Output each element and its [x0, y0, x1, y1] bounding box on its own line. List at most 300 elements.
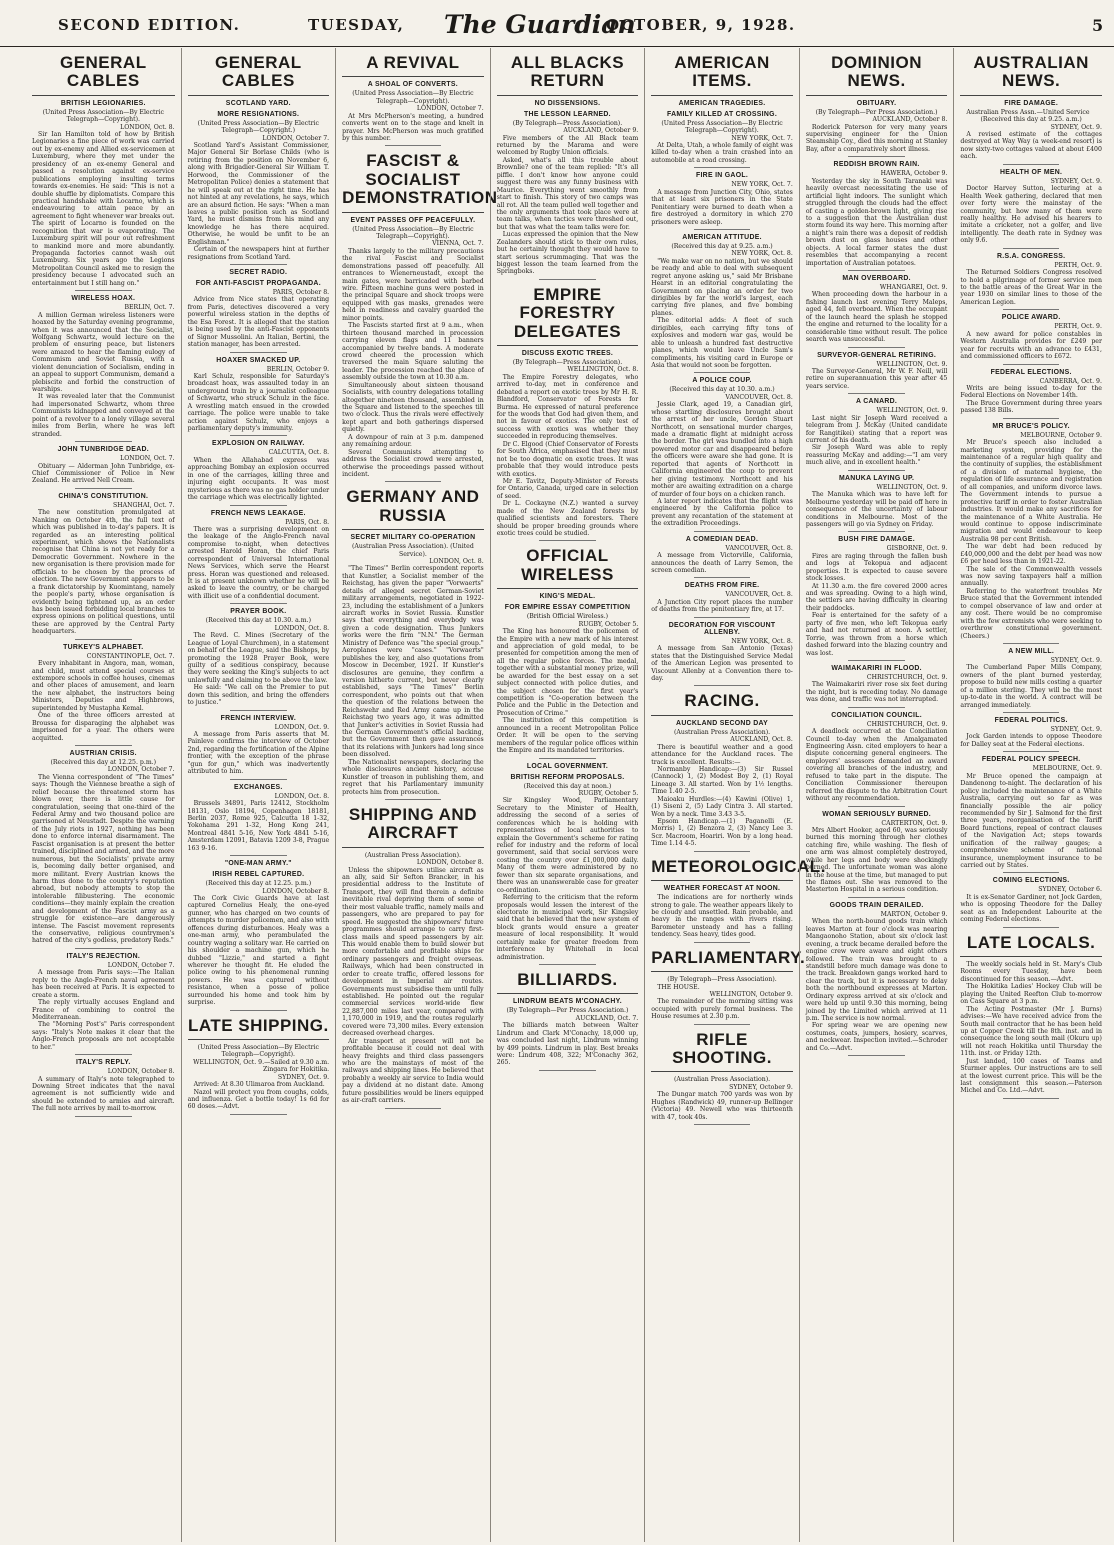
article-body: [960, 726, 1102, 748]
article-heading: CHINA'S CONSTITUTION.: [58, 492, 149, 500]
article-heading: AMERICAN ATTITUDE.: [682, 233, 762, 241]
article-paragraph: For spring wear we are opening new costumes, coats, jumpers, hosiery, scarves, and neckwear. Inspection invited.—Schroder and Co.—Advt.: [805, 1022, 948, 1052]
article-body: [806, 911, 948, 1052]
article-paragraph: (Received this day at 9.25. a.m.): [980, 116, 1082, 124]
article-body: [188, 793, 330, 853]
divider: [848, 806, 905, 807]
article-heading: "ONE-MAN ARMY.": [224, 860, 292, 868]
article-paragraph: Obituary — Alderman John Tunbridge, ex-Chief Commissioner of Police in New Zealand. He arrived Nell Cream.: [32, 462, 175, 485]
article-body: [32, 1068, 175, 1113]
article-paragraph: CHRISTCHURCH, Oct. 9.: [866, 673, 948, 681]
article-heading: SECRET RADIO.: [229, 269, 288, 277]
article-paragraph: NEW YORK, Oct. 7.: [731, 181, 793, 189]
article-body: [651, 243, 793, 369]
article-paragraph: (By Telegraph—Press Association).: [512, 119, 623, 127]
article-paragraph: Asked, what's all this trouble about Brownlie? one of the team replied: "It's all piffle. I don't know how anyone could suggest there was any funny business with Maurice. Everything went smoothly from start to finish. This story of two camps was all rot. All the team pulled well together and the only arguments that took place were at team talks, when tactics were threshed out, but that was what the team talks were for.: [496, 156, 639, 231]
article-heading: FRENCH INTERVIEW.: [220, 714, 297, 722]
article-body: [806, 170, 948, 267]
divider: [75, 1054, 132, 1055]
article-paragraph: He said: "We call on the Premier to put down this sedition, and bring the offenders to justice.": [187, 684, 330, 707]
article-paragraph: Sir Kingsley Wood, Parliamentary Secretary to the Minister of Health, addressing the second of a series of conferences which he is holding with representatives of local authorities to explain the Government's scheme for rating relief for industry and the reform of local government, said that social services were costing the country over £1,000,000 daily. Many of them were administered by no fewer than six separate organisations, and there was an unanswerable case for greater co-ordination.: [496, 797, 639, 894]
article-paragraph: Sir Ian Hamilton told of how by British Legionaries a fine piece of work was carried out by ex-enemy and Allied ex-servicemen at Luxemburg, where they met under the presidency of an ex-enemy General and passed a resolution against ex-service publications employing insulting terms towards ex-enemies. He said: "This is not a double shuffle by diplomatists. Compare this practical handshake with Locarno, which is endeavouring to attain peace by an agreement to fight whenever war breaks out. The spirit of Locarno is founded on the recognition that war is evaporating. The Luxemburg spirit will pour out refreshment to mankind more and more abundantly. Propaganda factories cannot wash out Luxemburg. Six years ago the Legions Metropolitan Council asked me to resign the presidency because I advocated such an entertainment but I still hang on.": [32, 131, 175, 287]
article-heading: BRITISH LEGIONARIES.: [60, 99, 146, 107]
article-paragraph: NEW YORK, Oct. 7.: [731, 134, 793, 142]
article-paragraph: WHANGAREI, Oct. 9.: [879, 284, 948, 292]
article-paragraph: (Received this day at 12.25. p.m.): [205, 880, 312, 888]
article-paragraph: SYDNEY, Oct. 9.: [1050, 656, 1102, 664]
article-paragraph: Lucas expressed the opinion that the New Zealanders should stick to their own rules, but he certainly thought they would have to start serious scrummaging. That was the biggest lesson the team learned from the Springboks.: [496, 231, 639, 276]
article-heading: AUCKLAND SECOND DAY: [676, 719, 769, 727]
article-paragraph: The Hokitika Ladies' Hockey Club will be playing the United Reefton Club to-morrow on Cass Square at 3 p.m.: [960, 983, 1102, 1006]
article-paragraph: Australian Press Assn.—United Service: [966, 108, 1090, 116]
article-body: [806, 109, 948, 154]
article-heading: FEDERAL POLITICS.: [994, 717, 1068, 725]
article-paragraph: Epsom Handicap.—(1) Paganelli (E. Morris) 1, (2) Benzora 2, (3) Nancy Lee 3. Scr. Macroom, Hoariri. Won by a long head. Time 1.14 4-5.: [651, 818, 793, 848]
article-heading: MANUKA LAYING UP.: [838, 474, 915, 482]
article-heading: DECORATION FOR VISCOUNT ALLENBY.: [668, 621, 776, 636]
article-body: [342, 90, 484, 142]
article-paragraph: Thanks largely to the military precautions the rival Fascist and Socialist demonstrations passed off peacefully. All entrances to Wienerneustadt, except the main gates, were barricaded with barbed wire. Fifteen machine guns were posted in the principal Square and shock troops were equipped with gas masks, grenades were held in readiness and cavalry guarded the minor points.: [342, 247, 484, 322]
divider: [848, 470, 905, 471]
article-body: [960, 323, 1102, 360]
divider: [694, 229, 751, 230]
article-paragraph: Mr E. Tavitz, Deputy-Minister of Forests for Ontario, Canada, urged care in selection of seed.: [496, 477, 639, 500]
article-paragraph: (British Official Wireless.): [526, 613, 609, 621]
divider: [694, 685, 751, 686]
section-banner: FASCIST & SOCIALIST DEMONSTRATION: [342, 152, 484, 212]
article-body: [188, 1044, 330, 1111]
divider: [1003, 164, 1060, 165]
article-paragraph: Simultaneously about sixteen thousand Socialists, with country delegations totalling altogether nineteen thousand, assembled in the Square and listened to the speeches till two o'clock. Thus the rivals were effectively kept apart and both gatherings dispersed quietly.: [342, 381, 484, 434]
article-paragraph: WELLINGTON, October 9.: [709, 990, 793, 998]
article-paragraph: The King has honoured the policemen of the Empire with a new mark of his interest and appreciation of gold medal, to be presented for competition among the men of all the regular police forces. The medal, together with a substantial money prize, will be awarded for the best essay on a set subject connected with police duties, and the subject chosen for the first year's competition is "Co-operation between the Police and the Public in the Detection and Prosecution of Crime.": [496, 628, 639, 717]
article-paragraph: CARTERTON, Oct. 9.: [881, 819, 948, 827]
article-heading: FOR EMPIRE ESSAY COMPETITION: [504, 604, 631, 612]
article-paragraph: At 11.30 a.m. the fire covered 2000 acres and was spreading. Owing to a high wind, the settlers are having difficulty in clearing their paddocks.: [805, 582, 948, 612]
article-paragraph: "The Times'" Berlin correspondent reports that Kunstler, a Socialist member of the Reichstag, has given the paper "Vorwaerts" details of alleged secret German-Soviet military arrangements, negotiated in 1922-23, including the establishment of a Junkers aircraft works in Soviet Russia. Kunstler says that everything and everybody was given a code designation. Thus Junkers works were the firm "N.N." The German Ministry of Defence was "the special group." Aeroplanes were "cases." "Vorwaerts" publishes the key, and also quotations from Moscow in December, 1921. If Kunstler's disclosures are genuine, they confirm a version hitherto current, but never clearly established, says "The Times'" Berlin correspondent, who points out that when the question of the relations between the Reichswehr and Red Army came up in the Reichstag two years ago, it was admitted that Junker's activities in Soviet Russia had the German Government's official backing, but the Government then gave assurances that its relations with Junkers had long since been dissolved.: [342, 565, 484, 759]
article-body: [342, 852, 484, 1105]
article-body: [806, 721, 948, 803]
article-paragraph: Last night Sir Joseph Ward received a telegram from J. McKay (United candidate for Rangitikei) stating that a report was current of his death.: [805, 414, 948, 445]
article-heading: MR BRUCE'S POLICY.: [992, 422, 1070, 430]
divider: [848, 1055, 905, 1056]
article-paragraph: MELBOURNE, Oct. 9.: [1032, 765, 1102, 773]
divider: [694, 372, 751, 373]
section-banner: ALL BLACKS RETURN: [497, 54, 639, 96]
divider: [1003, 309, 1060, 310]
article-heading: LOCAL GOVERNMENT.: [526, 762, 609, 770]
article-paragraph: LONDON, Oct. 8.: [429, 557, 484, 565]
newspaper-title: The Guardian: [444, 10, 636, 39]
article-paragraph: LONDON, Oct. 8.: [274, 624, 330, 632]
divider: [230, 435, 287, 436]
article-body: [960, 886, 1102, 923]
article-body: [960, 657, 1102, 709]
article-body: [960, 378, 1102, 415]
article-paragraph: The Cork Civic Guards have at last captured Cornelius Healy, the one-eyed gunner, who has charged on two counts of attempts to murder policemen, and also with offences during disturbances. Healy was a one-man army, who perambulated the country waging a solitary war. He carried on his shoulder a machine gun, which he dubbed "Lizzie," and started a fight wherever he thought fit. He eluded the police owing to his phenomenal running powers. He was captured without resistance, when a posse of police surrounded his home and took him by surprise.: [187, 895, 330, 1007]
article-paragraph: When the Allahabad express was approaching Bombay an explosion occurred in one of the carriages, killing three and injuring eight occupants. It was most mysterious as there was no gas holder under the carriage which was electrically lighted.: [187, 456, 330, 502]
article-heading: IRISH REBEL CAPTURED.: [212, 871, 305, 879]
article-paragraph: BERLIN, October 9.: [266, 365, 330, 373]
article-paragraph: RUGBY, October 5.: [578, 789, 639, 797]
article-heading: BUSH FIRE DAMAGE.: [838, 536, 915, 544]
article-paragraph: The new constitution promulgated at Nanking on October 4th, the full text of which was published in to-day's papers. It is regarded as an interesting political experiment, which shows the Nationalists recognise that China is not yet ready for a Democratic Government. Nowhere in the new organisation is there provision made for officials to be chosen by the process of election. The new Government appears to be a frank dictatorship by Kuomintang, namely the people's party, whose organisation is evidently being tightened up, as an order has been issued forbidding local branches to express opinions on political questions, until these are approved by the Central Party headquarters.: [32, 509, 175, 636]
edition-label: SECOND EDITION.: [58, 16, 241, 34]
section-banner: GERMANY AND RUSSIA: [342, 488, 484, 530]
article-paragraph: Brussels 34891, Paris 12412, Stockholm 18131, Oslo 18194, Copenhagen 18181, Berlin 2037, Rome 925, Calcutta 18 1-32, Yokohama 291 1-32, Hong Kong 241, Montreal 4841 5-16, New York 4841 5-16, Amsterdam 12091, Batavia 1209 3-8, Prague 163 9-16.: [187, 800, 330, 852]
article-paragraph: Maioaku Hurdles:—(4) Kawini (Olive) 1, (1) Siseni 2, (5) Lady Cintra 3. All started. Won by a neck. Time 3.43 3-5.: [651, 795, 793, 818]
article-paragraph: The Returned Soldiers Congress resolved to hold a pilgrimage of former service men to the battle areas of the Great War in the year 1930 on similar lines to those of the American Legion.: [960, 269, 1102, 306]
article-heading: FIRE DAMAGE.: [1004, 99, 1059, 107]
article-paragraph: VANCOUVER, Oct. 8.: [725, 591, 793, 599]
divider: [848, 270, 905, 271]
article-paragraph: Doctor Harvey Sutton, lecturing at a Health Week gathering, declared that men over forty were the mainstay of the community, but how many of them were really healthy. He advised his hearers to imitate a cricketer, not a golfer, and live intelligently. The death rate in Sydney was only 9.6.: [960, 185, 1102, 245]
article-heading: AUSTRIAN CRISIS.: [69, 749, 137, 757]
article-heading: HOAXER SMACKED UP.: [216, 356, 301, 364]
article-paragraph: (By Telegraph—Press Association).: [512, 358, 623, 366]
divider: [539, 540, 596, 541]
article-paragraph: SYDNEY, October 9.: [729, 1083, 793, 1091]
article-heading: WEATHER FORECAST AT NOON.: [663, 885, 781, 893]
article-paragraph: BERLIN, Oct. 7.: [124, 304, 175, 312]
article-paragraph: When the north-bound goods train which leaves Marton at four o'clock was nearing Mangaonoho Station, about six o'clock last evening, a truck became derailed before the engine crew were aware and eight others followed. The train was brought to a standstill before much damage was done to the track. Breakdown gangs worked hard to clear the track, but it is necessary to delay both the northbound expresses at Marton. Ordinary express arrived at six o'clock and were held up until 9.30 this morning, being joined by the Limited which arrived at 11 p.m. The service is now normal.: [805, 918, 948, 1023]
article-body: [651, 591, 793, 613]
article-paragraph: Yesterday the sky in South Taranaki was heavily overcast necessitating the use of artificial light indoors. The sunlight which struggled through the clouds had the effect of casting a golden-brown light, giving rise to a suggestion that the Australian dust storm found its way here. This morning after a night's rain there was a deposit of reddish brown dust on glass houses and other objects. A local farmer states the dust resembles that accompanying a recent importation of Australian potatoes.: [805, 177, 948, 267]
article-paragraph: The Cumberland Paper Mills Company, owners of the plant burned yesterday, propose to build new mills costing a quarter of a million sterling. They will be the most up-to-date in the world. A contract will be arranged immediately.: [960, 664, 1102, 709]
divider: [230, 352, 287, 353]
article-paragraph: Fear is entertained for the safety of a party of five men, who left Tekopua early and had not returned at noon. A settler, Torrie, was thrown from a horse which dashed forward into the blazing country and was lost.: [805, 612, 948, 657]
article-heading: EVENT PASSES OFF PEACEFULLY.: [350, 216, 476, 224]
article-heading: SECRET MILITARY CO-OPERATION: [350, 534, 476, 542]
article-body: [32, 502, 175, 636]
article-heading: COMING ELECTIONS.: [992, 877, 1070, 885]
divider: [848, 707, 905, 708]
article-paragraph: VANCOUVER, Oct. 8.: [725, 544, 793, 552]
article-paragraph: Mr Bruce's speech also included a marketing system, providing for the maintenance of a regular high quality and the continuity of supplies, the establishment of a division of maternal hygiene, the regulation of life assurance and registration of all companies, and uniform divorce laws. The Government intends to pursue a protective tariff in order to foster Australian industries. It would make any sacrifices for the maintenance of a White Australia. He would continue to oppose indiscriminate migration and would endeavour to keep Australia 98 per cent British.: [960, 439, 1102, 543]
article-paragraph: (Australian Press Association).: [364, 851, 461, 859]
article-paragraph: The Empire Forestry delegates, who arrived to-day, met in conference and debated a report on exotic trees by Mr H. R. Blandford, Conservator of Forests for Burma. He expressed of natural preference for the woods that God had given them, and not in favour of exotics. The only test of success with exotics was whether they succeeded in reproducing themselves.: [496, 373, 639, 441]
article-paragraph: The Fascists started first at 9 a.m., when thirteen thousand marched in procession carrying eleven flags and 11 banners accompanied by twelve bands. A moderate crowd cheered the procession which traversed the main Square saluting the leader. The procession reached the place of assembly outside the town at 10.30 a.m.: [342, 322, 484, 382]
article-heading: KING'S MEDAL.: [539, 593, 596, 601]
article-paragraph: It was revealed later that the Communist had impersonated Schwartz, whom three Communists kidnapped and conveyed at the point of a revolver to a lonely village several miles from Berlin, where he was left stranded.: [32, 393, 175, 438]
article-paragraph: (Received this day at noon.): [523, 782, 612, 790]
article-paragraph: Karl Schulz, responsible for Saturday's broadcast hoax, was assaulted today in an underground train by a journalist colleague of Schwartz, who struck Schulz in the face. A wrestling match ensued in the crowded carriage. The police were unable to take action against Schulz, who enjoys a parliamentary deputy's immunity.: [187, 372, 330, 433]
article-paragraph: Jessie Clark, aged 19, a Canadian girl, whose startling disclosures brought about the arrest of her uncle, Gordon Stuart Northcott, on sensational murder charges, made a dramatic flight at midnight across the border. The girl was bundled into a high powered motor car and disappeared before the officers were aware she had gone. It is reported that agents of Northcott in California engineered the coup to prevent her giving testimony. Northcott and his mother are awaiting extradition on a charge of murder of four boys on a chicken ranch.: [651, 401, 793, 498]
article-body: [188, 289, 330, 349]
article-paragraph: A message from Paris asserts that M. Painleve confirms the interview of October 2nd, regarding the fortification of the Alpine frontier, with the exception of the phrase "gun for gun," which was inadvertently attributed to him.: [187, 731, 330, 776]
article-body: [32, 653, 175, 742]
article-paragraph: (Received this day at 12.25. p.m.): [50, 758, 157, 766]
article-body: [497, 120, 639, 276]
article-body: [960, 262, 1102, 307]
section-banner: PARLIAMENTARY.: [651, 949, 793, 972]
article-paragraph: "We make war on no nation, but we should be ready and able to deal with subsequent regret anyone asking us," said Mr Brisbane Hearst in an editorial congratulating the Government on placing an order for two dirigibles by far the world's largest, each carrying five planes, and five bombing planes.: [651, 257, 793, 317]
article-body: [651, 120, 793, 165]
article-body: [806, 284, 948, 344]
article-body: [342, 543, 484, 796]
article-paragraph: A deadlock occurred at the Conciliation Council to-day when the Amalgamated Engineering Assn. cited employers to hear a dispute concerning general engineers. The employers' assessors demanded an award covering all branches of the industry, and refused to take part in the dispute. The Conciliation Commissioner thereupon referred the dispute to the Arbitration Court without any recommendation.: [805, 728, 948, 803]
article-paragraph: The reply virtually accuses England and France of combining to control the Mediterranean.: [32, 999, 175, 1021]
divider: [539, 964, 596, 965]
article-body: [806, 674, 948, 704]
article-paragraph: The weekly socials held in St. Mary's Club Rooms every Tuesday, have been discontinued for this season.—Advt.: [960, 961, 1102, 983]
article-body: [806, 545, 948, 657]
article-paragraph: MELBOURNE, October 9.: [1020, 431, 1102, 439]
article-paragraph: LONDON, October 7.: [107, 766, 175, 774]
divider: [75, 948, 132, 949]
section-banner: LATE SHIPPING.: [188, 1017, 330, 1040]
article-body: [960, 178, 1102, 245]
divider: [1003, 364, 1060, 365]
article-paragraph: GISBORNE, Oct. 9.: [886, 545, 948, 553]
columns: [26, 48, 1108, 1542]
divider: [539, 1070, 596, 1071]
article-paragraph: NEW YORK, Oct. 8.: [731, 250, 793, 258]
article-body: [497, 613, 639, 754]
divider: [1003, 751, 1060, 752]
article-paragraph: At Delta, Utah, a whole family of eight was killed to-day when a train crashed into an automobile at a road crossing.: [651, 142, 793, 164]
article-paragraph: SYDNEY, Oct. 9.: [277, 1073, 330, 1081]
article-paragraph: Nazol will protect you from coughs, colds, and influenza. Get a bottle today! 1s 6d for 60 doses.—Advt.: [187, 1088, 330, 1111]
article-heading: FEDERAL ELECTIONS.: [990, 368, 1072, 376]
article-heading: CONCILIATION COUNCIL.: [831, 711, 922, 719]
article-body: [497, 783, 639, 962]
article-paragraph: SYDNEY, Oct. 9.: [1050, 177, 1102, 185]
article-body: [960, 432, 1102, 640]
divider: [230, 1010, 287, 1011]
article-body: [188, 724, 330, 776]
article-paragraph: CHRISTCHURCH, Oct. 9.: [866, 720, 948, 728]
article-paragraph: A message from Paris says:—The Italian reply to the Anglo-French naval agreement has been received at Paris. It is expected to create a storm.: [32, 969, 175, 999]
article-paragraph: The Waimakariri river rose six feet during the night, but is receding today. No damage was done, and traffic was not interrupted.: [805, 681, 948, 704]
divider: [75, 639, 132, 640]
divider: [848, 156, 905, 157]
article-heading: FOR ANTI-FASCIST PROPAGANDA.: [195, 280, 321, 288]
article-body: [960, 109, 1102, 161]
article-body: [806, 361, 948, 391]
section-banner: LATE LOCALS.: [960, 934, 1102, 957]
article-paragraph: Referring to the waterfront troubles Mr Bruce stated that the Government intended to compel observance of law and order at any cost. There would be no compromise with the few extremists who were seeking to overthrow constitutional government. (Cheers.): [960, 587, 1102, 640]
divider: [848, 393, 905, 394]
article-paragraph: Normanby Handicap:—(3) Sir Russel (Cannock) 1, (2) Modest Boy 2, (1) Royal Lineage 3. All started. Won by 1½ lengths. Time 1.40 2-5.: [651, 765, 793, 796]
article-paragraph: The war debt had been reduced by £40,000,000 and the debt per head was now £6 per head less than in 1921-22.: [960, 543, 1102, 566]
article-body: [342, 226, 484, 479]
column-1: [26, 48, 181, 1542]
article-paragraph: CANBERRA, Oct. 9.: [1039, 377, 1102, 385]
article-paragraph: A revised estimate of the cottages destroyed at Way Way (a week-end resort) is now sixty-two cottages valued at about £400 each.: [960, 131, 1102, 161]
divider: [694, 167, 751, 168]
article-paragraph: A Junction City report places the number of deaths from the penitentiary fire, at 17.: [651, 598, 793, 614]
article-paragraph: AUCKLAND, October 9.: [563, 127, 639, 135]
article-paragraph: Writs are being issued to-day for the Federal Elections on November 14th.: [960, 384, 1102, 400]
divider: [1003, 872, 1060, 873]
article-body: [651, 1076, 793, 1121]
column-2: [181, 48, 336, 1542]
article-paragraph: PARIS, Oct. 8.: [285, 518, 330, 526]
article-heading: FIRE IN GAOL.: [695, 172, 749, 180]
article-paragraph: The "Morning Post's" Paris correspondent says: "Italy's Note makes it clear that the Anglo-French proposals are not acceptable to her.": [32, 1021, 175, 1051]
article-paragraph: SYDNEY, Oct. 9.: [1050, 726, 1102, 734]
column-6: [799, 48, 954, 1542]
article-paragraph: A summary of Italy's note telegraphed to Downing Street indicates that the naval agreement is not sufficiently wide and should be extended to armies and aircraft. The full note arrives by mail to-morrow.: [32, 1075, 175, 1113]
article-heading: OBITUARY.: [856, 99, 897, 107]
divider: [694, 577, 751, 578]
article-paragraph: A later report indicates that the flight was engineered by the California police to prevent any recantation of the statement at the extradition Proceedings.: [651, 497, 793, 528]
article-paragraph: AUCKLAND, October 8.: [872, 116, 948, 124]
article-paragraph: (United Press Association—By Electric Telegraph—Copyright.): [197, 119, 320, 135]
divider: [1003, 643, 1060, 644]
article-heading: REDDISH BROWN RAIN.: [833, 161, 920, 169]
article-body: [188, 617, 330, 706]
article-heading: MAN OVERBOARD.: [842, 275, 911, 283]
article-paragraph: (Australian Press Association).: [673, 728, 771, 736]
article-paragraph: There was a surprising development on the leakage of the Anglo-French naval compromise to-night, when detectives arrested Harold Horan, the chief Paris correspondent of Universal International News Services, which serve the Hearst press. Horan was questioned and released. It is at present unknown whether he will be asked to leave the country, or be charged with illicit use of a confidential document.: [187, 525, 330, 600]
section-banner: EMPIRE FORESTRY DELEGATES: [497, 286, 639, 346]
article-heading: DISCUSS EXOTIC TREES.: [521, 349, 614, 357]
article-heading: DEATHS FROM FIRE.: [684, 582, 760, 590]
article-paragraph: A new award for police constables in Western Australia provides for £249 per year for recruits with an advance to £431, and commissioned officers to £672.: [960, 330, 1102, 361]
divider: [230, 779, 287, 780]
article-body: [188, 449, 330, 501]
article-heading: WOMAN SERIOUSLY BURNED.: [822, 810, 931, 818]
section-banner: SHIPPING AND AIRCRAFT: [342, 806, 484, 848]
article-heading: ITALY'S REPLY.: [75, 1059, 131, 1067]
divider: [385, 481, 442, 482]
article-paragraph: At Mrs McPherson's meeting, a hundred converts went on to the stage and knelt in prayer. Mrs McPherson was much gratified by this number.: [342, 112, 484, 142]
article-paragraph: LONDON, October 8.: [416, 859, 484, 867]
article-body: [960, 961, 1102, 1095]
divider: [539, 758, 596, 759]
article-paragraph: PARIS, October 8.: [272, 289, 330, 297]
article-paragraph: Advice from Nice states that operating from Paris, detectives discovered a very powerful wireless station in the depths of the Esa Forest. It is alleged that the station is being used by the anti-Fascist opponents of Signor Mussolini. An Italian, Bertini, the station manager, has been arrested.: [187, 296, 330, 349]
article-heading: FRENCH NEWS LEAKAGE.: [210, 509, 306, 517]
article-body: [651, 976, 793, 1021]
article-paragraph: Several Communists attempting to address the Socialist crowd were arrested, otherwise the proceedings passed without incident.: [342, 448, 484, 478]
article-paragraph: SYDNEY, Oct. 9.: [1050, 123, 1102, 131]
article-paragraph: Mr Bruce opened the campaign at Dandenong to-night. The declaration of his policy included the maintenance of a White Australia, carrying out so far as was financially possible the air policy recommended by Sir J. Salmond for the first three years, reorganisation of the Tariff Board functions, repeal of contract clauses of the Navigation Act; steps towards unification of the railway gauges; a comprehensive scheme of national insurance, unemployment insurance to be carried out by States.: [960, 772, 1102, 870]
article-paragraph: Certain of the newspapers hint at further resignations from Scotland Yard.: [187, 246, 330, 261]
section-banner: OFFICIAL WIRELESS: [497, 547, 639, 589]
article-paragraph: When proceeding down the harbour in a fishing launch last evening Terry Maleps, aged 44, fell overboard. When the occupant of the launch heard the splash he stopped the engine and returned to the locality for a considerable time without result. The police search was unsuccessful.: [805, 291, 948, 344]
article-paragraph: Jock Garden intends to oppose Theodore for Dalley seat at the Federal elections.: [960, 733, 1102, 748]
article-body: [651, 729, 793, 848]
article-paragraph: WELLINGTON, Oct. 9.: [876, 407, 948, 415]
article-paragraph: (Received this day at 9.25. a.m.): [671, 242, 773, 250]
article-paragraph: It is ex-Senator Gardiner, not Jock Garden, who is opposing Theodore for the Dalley seat as an Independent Labourite at the coming Federal elections.: [960, 893, 1102, 924]
article-heading: HEALTH OF MEN.: [1000, 168, 1063, 176]
article-paragraph: LONDON, Oct. 9.: [274, 723, 330, 731]
article-body: [32, 109, 175, 288]
article-heading: TURKEY'S ALPHABET.: [63, 643, 144, 651]
article-heading: PRAYER BOOK.: [230, 608, 287, 616]
article-paragraph: (Received this day at 10.30. a.m.): [205, 617, 311, 625]
article-heading: JOHN TUNBRIDGE DEAD.: [57, 446, 149, 454]
article-paragraph: The Nationalist newspapers, declaring the whole disclosures ancient history, accuse Kunstler of treason in publishing them, and regret that his Parliamentary immunity protects him from prosecution.: [342, 758, 484, 796]
article-paragraph: AUCKLAND, Oct. 8.: [730, 736, 793, 744]
article-paragraph: (United Press Association—By Electric Telegraph—Copyright).: [352, 90, 474, 105]
article-heading: NO DISSENSIONS.: [534, 99, 601, 107]
article-heading: FAMILY KILLED AT CROSSING.: [667, 110, 778, 118]
article-paragraph: WELLINGTON, Oct. 9.: [876, 483, 948, 491]
article-paragraph: LONDON, October 7.: [107, 961, 175, 969]
article-paragraph: A downpour of rain at 3 p.m. dampened any remaining ardour.: [342, 433, 484, 449]
article-body: [188, 519, 330, 601]
divider: [694, 1024, 751, 1025]
divider: [230, 855, 287, 856]
article-paragraph: Air transport at present will not be profitable because it could not deal with heavy freights and third class passengers who are the mainstays of most of the railways and shipping lines. He believed that probably a weekly air service to India would pay a dividend at no distant date. Among future possibilities would be liners equipped as air-craft carriers.: [342, 1037, 484, 1105]
divider: [230, 264, 287, 265]
article-paragraph: Sir Joseph Ward was able to reply reassuring McKay and adding:—"I am very much alive, and in excellent health.": [805, 444, 948, 467]
divider: [230, 505, 287, 506]
divider: [1003, 712, 1060, 713]
article-paragraph: LONDON, Oct. 8.: [120, 123, 175, 131]
article-body: [188, 880, 330, 1006]
article-body: [32, 304, 175, 438]
section-banner: A REVIVAL: [342, 54, 484, 77]
article-paragraph: Dr L. Cockayne (N.Z.) wanted a survey made of the New Zealand forests by qualified scientists and foresters. There should be proper breeding grounds where exotic trees could be studied.: [496, 500, 639, 538]
divider: [1003, 1098, 1060, 1099]
article-heading: A NEW MILL.: [1008, 647, 1055, 655]
divider: [75, 745, 132, 746]
divider: [75, 441, 132, 442]
article-paragraph: Mrs Albert Hooker, aged 60, was seriously burned this morning through her clothes catching fire, while washing. The flesh of one arm was almost completely destroyed, while her legs and body were shockingly burned. The unfortunate woman was alone in the house at the time, but managed to put the flames out. She was removed to the Masterton Hospital in a serious condition.: [805, 826, 948, 894]
article-body: [651, 181, 793, 226]
article-paragraph: HAWERA, October 9.: [880, 170, 948, 178]
article-body: [806, 484, 948, 529]
article-paragraph: A million German wireless listeners were hoaxed by the Saturday evening programme, when it was announced that the Socialist, Wolfgang Schwartz, would lecture on the problem of ensuring peace, but listeners were amazed to hear the flaming eulogy of Communism and Soviet Russia, with a violent denunciation of Socialism, ending in an appeal to support Communism, demand a plebiscite and forbid the construction of warships.: [32, 311, 175, 394]
article-heading: A SHOAL OF CONVERTS.: [367, 81, 459, 89]
article-paragraph: The Acting Postmaster (Mr J. Burns) advises:—We have received advice from the South mail contractor that he has been held up at Copper Creek till the 8th. inst. and in consequence the long south mail (Okuru up) will not reach Hokitika until Thursday the 11th. inst. or Friday 12th.: [960, 1005, 1102, 1058]
article-paragraph: (Australian Press Association).: [673, 1076, 771, 1084]
article-paragraph: Just landed, 100 cases of Teams and Sturmer apples. Our instructions are to sell at the lowest current price. This will be the last consignment this season.—Paterson Michel and Co. Ltd.—Advt.: [960, 1057, 1102, 1095]
article-paragraph: The Dungar match 700 yards was won by Hughes (Randwick) 49, runner-up Bellinger (Victoria) 49. Newell who was thirteenth with 47, took 40s.: [651, 1091, 793, 1121]
article-paragraph: There is beautiful weather and a good attendance for the Auckland races. The track is excellent. Results:—: [651, 743, 793, 766]
article-heading: LINDRUM BEATS M'CONACHY.: [512, 998, 622, 1006]
section-banner: DOMINION NEWS.: [806, 54, 948, 96]
divider: [230, 710, 287, 711]
article-paragraph: RUGBY, October 5.: [578, 620, 639, 628]
divider: [539, 279, 596, 280]
section-banner: AMERICAN ITEMS.: [651, 54, 793, 96]
divider: [694, 1124, 751, 1125]
divider: [230, 603, 287, 604]
divider: [694, 851, 751, 852]
article-paragraph: LONDON, October 8.: [107, 1068, 175, 1076]
article-paragraph: The institution of this competition is announced in a recent Metropolitan Police Order. It will be open to the serving members of the regular police offices within the Empire and its mandated territories.: [496, 717, 639, 755]
article-paragraph: SYDNEY, October 6.: [1038, 886, 1102, 894]
masthead: [0, 0, 1114, 47]
section-banner: METEOROLOGICAL.: [651, 858, 793, 881]
column-4: [490, 48, 645, 1542]
article-paragraph: PERTH, Oct. 9.: [1054, 323, 1102, 331]
article-body: [188, 366, 330, 433]
article-paragraph: LONDON, Oct. 7.: [120, 455, 175, 463]
article-paragraph: AUCKLAND, Oct. 7.: [575, 1014, 639, 1022]
divider: [385, 1108, 442, 1109]
article-paragraph: WELLINGTON, Oct. 8.: [567, 366, 639, 374]
section-banner: AUSTRALIAN NEWS.: [960, 54, 1102, 96]
article-body: [960, 765, 1102, 869]
article-paragraph: (By Telegraph—Per Press Association.): [815, 108, 938, 116]
article-paragraph: The Bruce Government during three years passed 138 Bills.: [960, 399, 1102, 415]
article-heading: FEDERAL POLICY SPEECH.: [981, 756, 1081, 764]
article-paragraph: The editorial adds: A fleet of such dirigibles, each carrying fifty tons of explosives and modern war gas, would be able to unleash a hundred fast destructive planes, which would leave Uncle Sam's compliments, his visiting card in Europe or Asia that would not soon be forgotten.: [651, 317, 793, 369]
divider: [75, 488, 132, 489]
article-body: [32, 962, 175, 1051]
article-body: [497, 359, 639, 538]
article-body: [651, 638, 793, 683]
article-heading: SURVEYOR-GENERAL RETIRING.: [817, 351, 937, 359]
